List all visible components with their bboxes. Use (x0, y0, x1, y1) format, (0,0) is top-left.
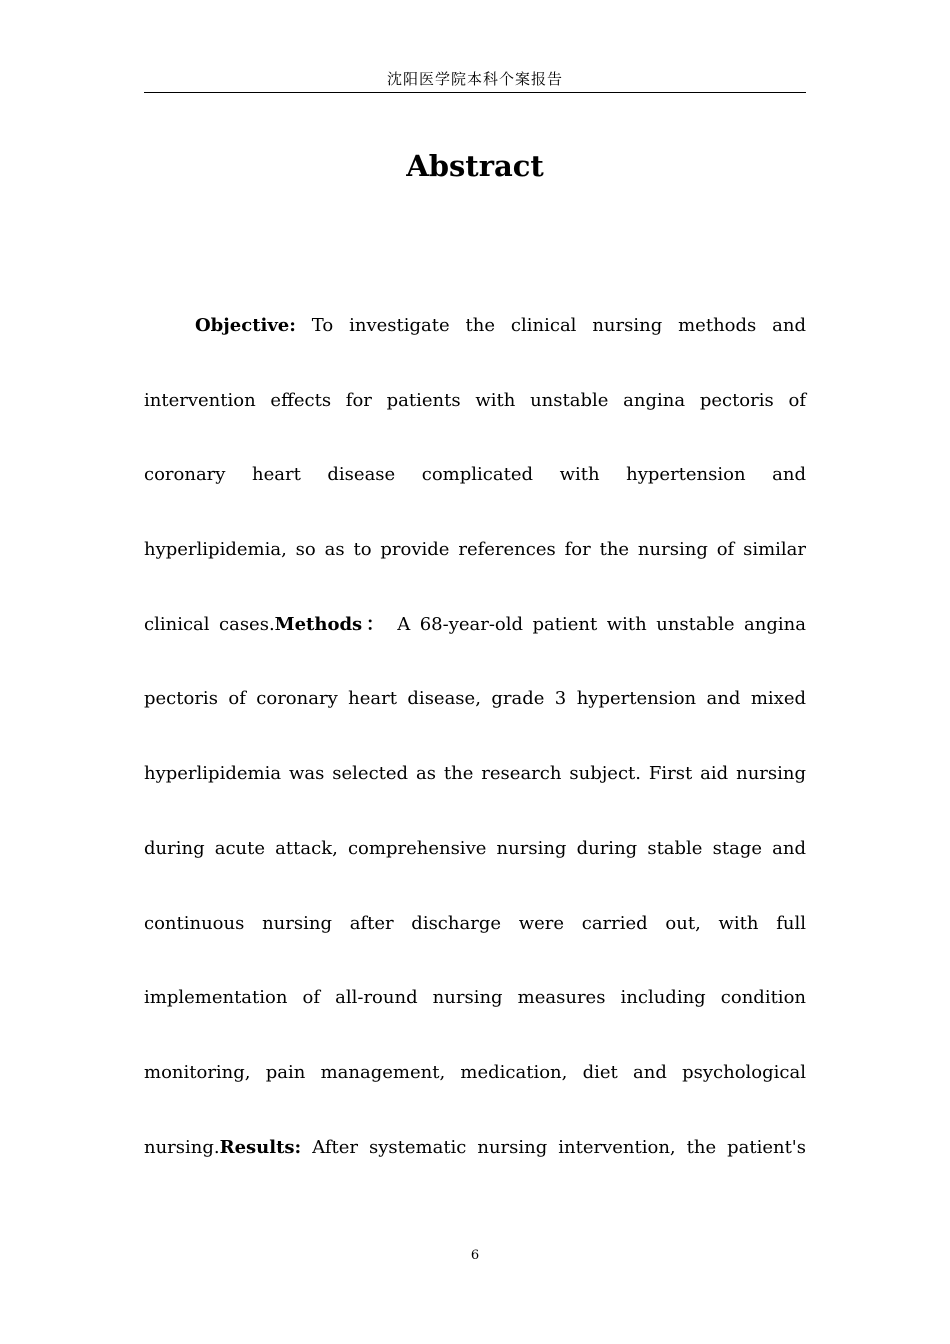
abstract-body (144, 289, 806, 1185)
section-label: Results: (219, 1136, 302, 1158)
text-line (144, 812, 806, 887)
text-run: during acute attack, comprehensive nursing during stable stage and (144, 837, 806, 859)
text-line (144, 513, 806, 588)
running-header: 沈阳医学院本科个案报告 (144, 68, 806, 93)
page-title: Abstract (406, 149, 544, 183)
text-run: monitoring, pain management, medication, diet and psychological (144, 1061, 806, 1083)
text-run: hyperlipidemia, so as to provide references for the nursing of similar (144, 539, 806, 561)
text-line (144, 438, 806, 513)
text-line (144, 588, 806, 663)
page-number: 6 (470, 1248, 480, 1263)
text-run: continuous nursing after discharge were carried out, with full (144, 912, 806, 934)
text-run: implementation of all-round nursing measures including condition (144, 987, 806, 1009)
text-line (144, 1036, 806, 1111)
text-line (144, 662, 806, 737)
text-run: To investigate the clinical nursing methods and (295, 315, 806, 336)
text-line (144, 1111, 806, 1186)
text-run: intervention effects for patients with unstable angina pectoris of (144, 389, 806, 411)
text-run: coronary heart disease complicated with hypertension and (144, 464, 806, 486)
text-line (144, 364, 806, 439)
text-run: A 68-year-old patient with unstable angina (387, 613, 806, 635)
section-label: Objective: (195, 315, 296, 336)
text-run: After systematic nursing intervention, the patient's (301, 1136, 806, 1158)
text-line (144, 737, 806, 812)
text-run: clinical cases. (144, 613, 275, 635)
section-label: Methods： (274, 613, 388, 635)
text-line (144, 961, 806, 1036)
text-line (144, 887, 806, 962)
text-run: pectoris of coronary heart disease, grade 3 hypertension and mixed (144, 688, 806, 710)
text-run: nursing. (144, 1136, 220, 1158)
text-run: hyperlipidemia was selected as the research subject. First aid nursing (144, 763, 806, 785)
text-line (144, 289, 806, 364)
